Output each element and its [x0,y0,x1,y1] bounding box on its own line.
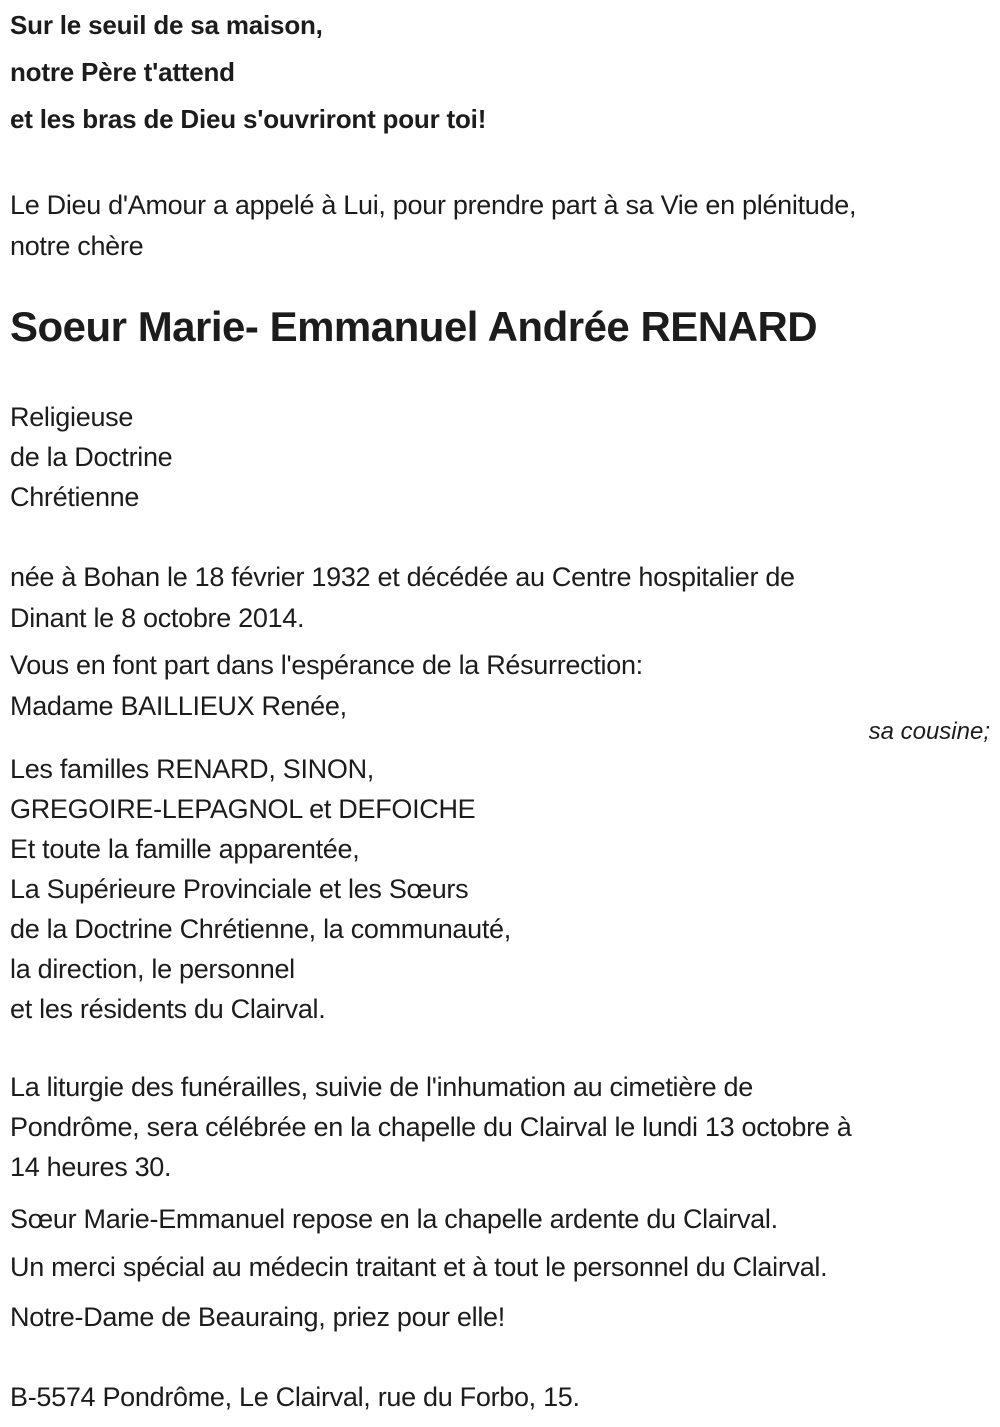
prayer-paragraph: Notre-Dame de Beauraing, priez pour elle! [10,1302,505,1332]
deceased-name: Soeur Marie- Emmanuel Andrée RENARD [10,303,818,350]
family-list [10,749,990,1029]
family-line: Les familles RENARD, SINON, [10,754,374,784]
life-dates-line: Dinant le 8 octobre 2014. [10,603,305,633]
family-line: GREGOIRE-LEPAGNOL et DEFOICHE [10,794,476,824]
deceased-title-line: Religieuse [10,402,134,432]
deceased-title-line: Chrétienne [10,482,140,512]
relation-label: sa cousine; [868,718,990,745]
intro-line: Le Dieu d'Amour a appelé à Lui, pour prendre part à sa Vie en plénitude, [10,190,857,220]
family-line: La Supérieure Provinciale et les Sœurs [10,874,469,904]
family-line: Et toute la famille apparentée, [10,834,360,864]
announcement-line: Vous en font part dans l'espérance de la Résurrection: [10,650,643,680]
repose-paragraph: Sœur Marie-Emmanuel repose en la chapelle ardente du Clairval. [10,1204,778,1234]
deceased-title-line: de la Doctrine [10,442,173,472]
announcement-paragraph [10,645,990,727]
thanks-paragraph: Un merci spécial au médecin traitant et à tout le personnel du Clairval. [10,1252,828,1282]
liturgy-line: La liturgie des funérailles, suivie de l'inhumation au cimetière de [10,1072,753,1102]
epitaph-line: et les bras de Dieu s'ouvriront pour toi! [10,104,487,134]
liturgy-paragraph [10,1067,990,1187]
intro-paragraph [10,185,990,267]
life-dates-paragraph [10,557,990,639]
epitaph-line: notre Père t'attend [10,57,235,87]
epitaph-line: Sur le seuil de sa maison, [10,10,323,40]
liturgy-line: Pondrôme, sera célébrée en la chapelle du Clairval le lundi 13 octobre à [10,1112,852,1142]
intro-line: notre chère [10,231,144,261]
liturgy-line: 14 heures 30. [10,1152,172,1182]
family-line: la direction, le personnel [10,954,295,984]
deceased-titles [10,397,990,517]
announcement-line: Madame BAILLIEUX Renée, [10,691,347,721]
family-line: de la Doctrine Chrétienne, la communauté, [10,914,511,944]
address-line: B-5574 Pondrôme, Le Clairval, rue du Forbo, 15. [10,1382,580,1412]
life-dates-line: née à Bohan le 18 février 1932 et décédée au Centre hospitalier de [10,562,795,592]
family-line: et les résidents du Clairval. [10,994,326,1024]
epitaph [10,2,990,143]
